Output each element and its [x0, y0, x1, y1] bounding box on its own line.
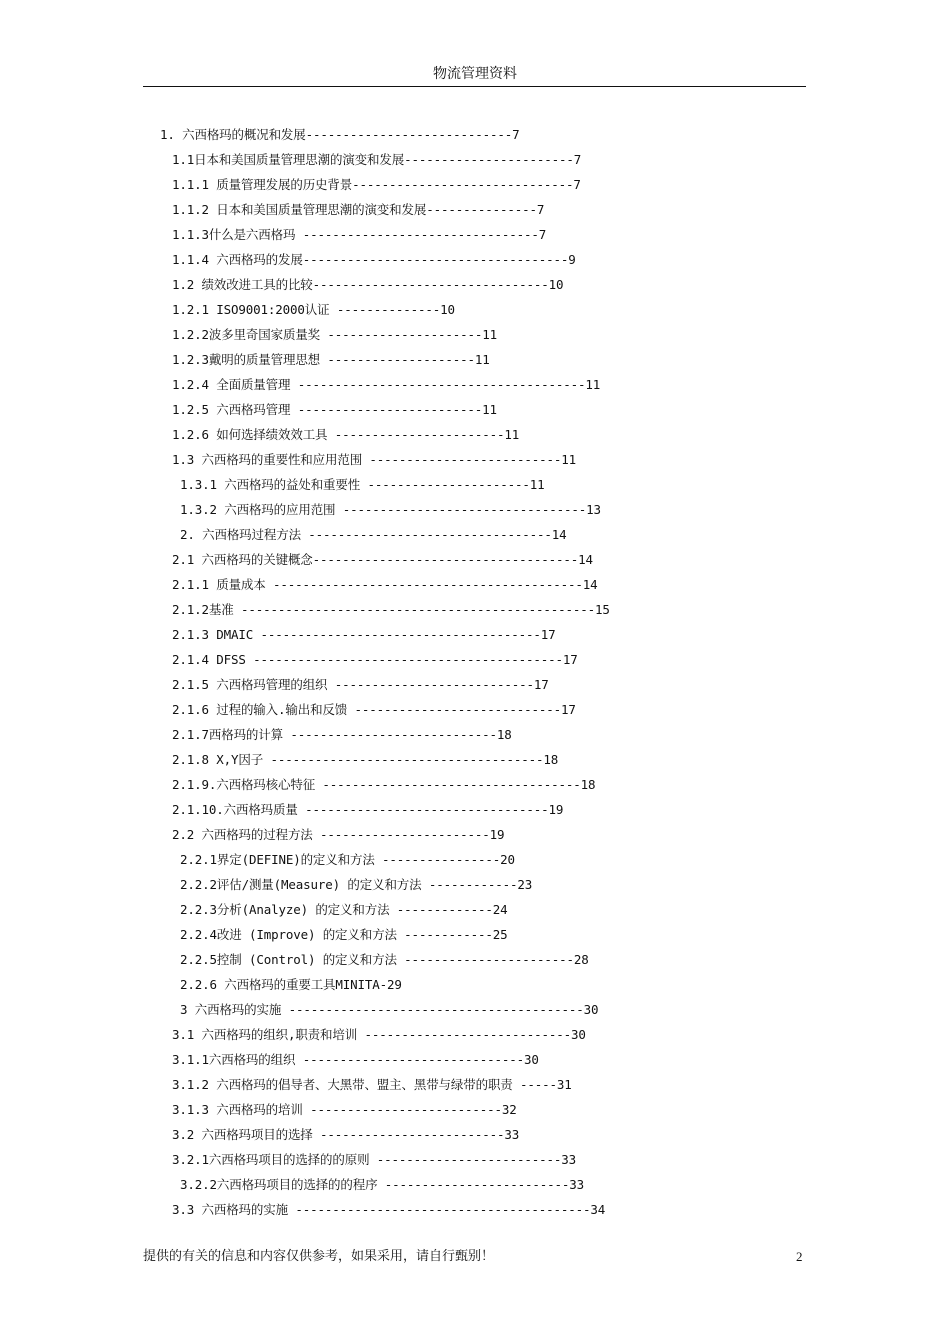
- toc-entry[interactable]: 2.1.9.六西格玛核心特征 -----------------------------------18: [172, 777, 596, 792]
- toc-entry[interactable]: 2.2.1界定(DEFINE)的定义和方法 ----------------20: [180, 852, 515, 867]
- toc-entry[interactable]: 2.1.3 DMAIC --------------------------------------17: [172, 627, 556, 642]
- toc-entry[interactable]: 1.3.1 六西格玛的益处和重要性 ----------------------11: [180, 477, 545, 492]
- toc-entry[interactable]: 2.2.4改进 (Improve) 的定义和方法 ------------25: [180, 927, 508, 942]
- toc-entry[interactable]: 2.1.10.六西格玛质量 ---------------------------------19: [172, 802, 564, 817]
- toc-entry[interactable]: 2.2.6 六西格玛的重要工具MINITA-29: [180, 977, 402, 992]
- toc-entry[interactable]: 3.2 六西格玛项目的选择 -------------------------33: [172, 1127, 520, 1142]
- toc-entry[interactable]: 1.3.2 六西格玛的应用范围 ---------------------------------13: [180, 502, 601, 517]
- toc-entry[interactable]: 1.2.3戴明的质量管理思想 --------------------11: [172, 352, 490, 367]
- footer-disclaimer: 提供的有关的信息和内容仅供参考，如果采用，请自行甄别！: [143, 1249, 495, 1264]
- toc-entry[interactable]: 2.2.3分析(Analyze) 的定义和方法 -------------24: [180, 902, 508, 917]
- page-number: 2: [796, 1249, 803, 1264]
- toc-entry[interactable]: 1. 六西格玛的概况和发展----------------------------7: [160, 127, 520, 142]
- toc-entry[interactable]: 2.1.7西格玛的计算 ----------------------------18: [172, 727, 512, 742]
- toc-entry[interactable]: 3 六西格玛的实施 ----------------------------------------30: [180, 1002, 599, 1017]
- toc-entry[interactable]: 2.1.4 DFSS ------------------------------------------17: [172, 652, 578, 667]
- toc-entry[interactable]: 1.2.4 全面质量管理 ---------------------------------------11: [172, 377, 601, 392]
- toc-entry[interactable]: 2.2 六西格玛的过程方法 -----------------------19: [172, 827, 505, 842]
- toc-entry[interactable]: 1.1.2 日本和美国质量管理思潮的演变和发展---------------7: [172, 202, 545, 217]
- toc-entry[interactable]: 1.1.3什么是六西格玛 --------------------------------7: [172, 227, 547, 242]
- toc-entry[interactable]: 2.1.1 质量成本 ------------------------------------------14: [172, 577, 598, 592]
- toc-entry[interactable]: 2.1.8 X,Y因子 -------------------------------------18: [172, 752, 559, 767]
- toc-entry[interactable]: 1.2.6 如何选择绩效效工具 -----------------------11: [172, 427, 520, 442]
- toc-entry[interactable]: 1.1.1 质量管理发展的历史背景------------------------------7: [172, 177, 581, 192]
- toc-entry[interactable]: 2.1.5 六西格玛管理的组织 ---------------------------17: [172, 677, 549, 692]
- header-divider: [143, 86, 806, 87]
- toc-entry[interactable]: 1.1.4 六西格玛的发展------------------------------------9: [172, 252, 576, 267]
- toc-entry[interactable]: 2.1.6 过程的输入.输出和反馈 ----------------------------17: [172, 702, 576, 717]
- toc-entry[interactable]: 1.2.5 六西格玛管理 -------------------------11: [172, 402, 497, 417]
- toc-entry[interactable]: 3.1.2 六西格玛的倡导者、大黑带、盟主、黑带与绿带的职责 -----31: [172, 1077, 572, 1092]
- toc-entry[interactable]: 2.1 六西格玛的关键概念------------------------------------14: [172, 552, 593, 567]
- toc-entry[interactable]: 1.2.1 ISO9001:2000认证 --------------10: [172, 302, 455, 317]
- toc-entry[interactable]: 2.2.5控制 (Control) 的定义和方法 -----------------------28: [180, 952, 589, 967]
- toc-entry[interactable]: 3.2.2六西格玛项目的选择的的程序 -------------------------33: [180, 1177, 584, 1192]
- header-title: 物流管理资料: [433, 66, 517, 82]
- toc-entry[interactable]: 1.2 绩效改进工具的比较--------------------------------10: [172, 277, 564, 292]
- toc-entry[interactable]: 3.2.1六西格玛项目的选择的的原则 -------------------------33: [172, 1152, 576, 1167]
- toc-entry[interactable]: 3.1 六西格玛的组织,职责和培训 ----------------------------30: [172, 1027, 586, 1042]
- toc-entry[interactable]: 3.1.1六西格玛的组织 ------------------------------30: [172, 1052, 539, 1067]
- toc-entry[interactable]: 2.2.2评估/测量(Measure) 的定义和方法 ------------23: [180, 877, 533, 892]
- toc-entry[interactable]: 3.1.3 六西格玛的培训 --------------------------32: [172, 1102, 517, 1117]
- toc-entry[interactable]: 3.3 六西格玛的实施 ----------------------------------------34: [172, 1202, 606, 1217]
- toc-entry[interactable]: 1.3 六西格玛的重要性和应用范围 --------------------------11: [172, 452, 576, 467]
- toc-entry[interactable]: 1.2.2波多里奇国家质量奖 ---------------------11: [172, 327, 498, 342]
- toc-entry[interactable]: 2. 六西格玛过程方法 ---------------------------------14: [180, 527, 567, 542]
- toc-entry[interactable]: 1.1日本和美国质量管理思潮的演变和发展-----------------------7: [172, 152, 582, 167]
- toc-entry[interactable]: 2.1.2基准 ------------------------------------------------15: [172, 602, 610, 617]
